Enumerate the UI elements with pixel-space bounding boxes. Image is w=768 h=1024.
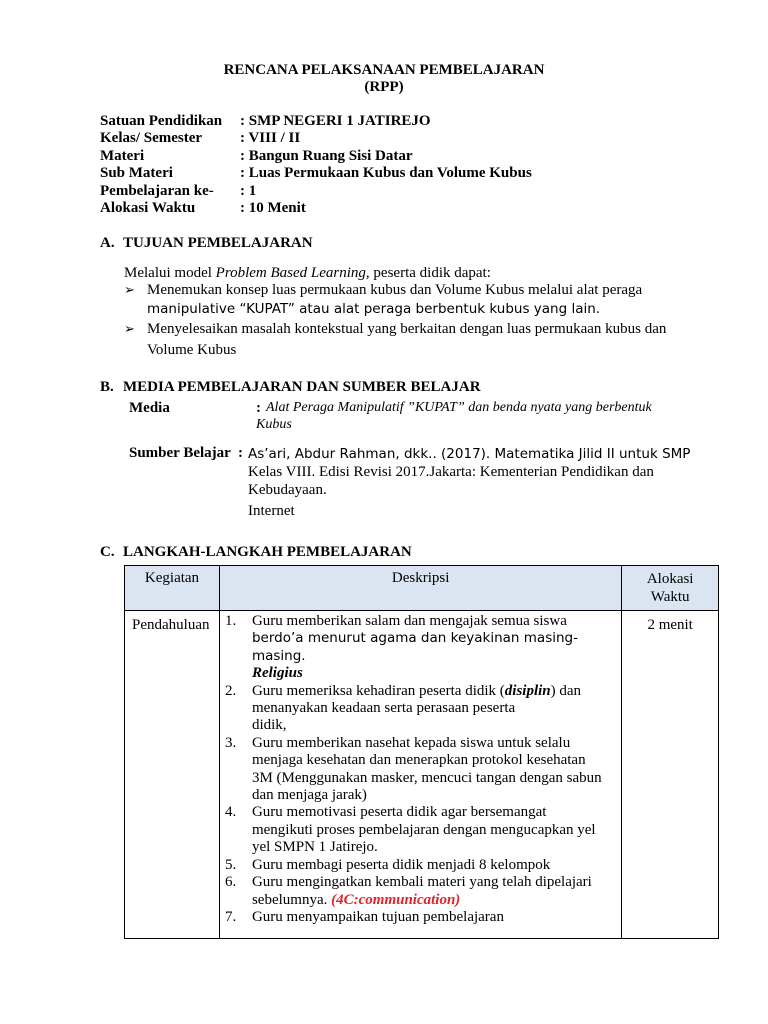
document-subtitle: (RPP)	[364, 79, 404, 95]
list-item: 7. Guru menyampaikan tujuan pembelajaran	[224, 908, 504, 925]
source-value-cont: Kelas VIII. Edisi Revisi 2017.Jakarta: Kementerian Pendidikan dan	[248, 464, 654, 480]
source-label: Sumber Belajar	[129, 445, 231, 461]
list-item: 5. Guru membagi peserta didik menjadi 8 kelompok	[224, 856, 551, 873]
character-tag: Religius	[251, 665, 303, 682]
character-tag: disiplin	[504, 682, 551, 699]
document-title: RENCANA PELAKSANAAN PEMBELAJARAN	[223, 62, 545, 78]
list-item: 1. Guru memberikan salam dan mengajak semua siswa berdo’a menurut agama dan keyakinan masing-masing. Religius	[224, 613, 578, 682]
source-internet: Internet	[248, 503, 295, 519]
4c-tag: (4C:communication)	[331, 891, 461, 908]
list-item: 4. Guru memotivasi peserta didik agar bersemangat mengikuti proses pembelajaran dengan mengucapkan yel yel SMPN 1 Jatirejo.	[224, 804, 596, 856]
media-label: Media	[129, 400, 170, 416]
objective-bullet: ➢ Menyelesaikan masalah kontekstual yang berkaitan dengan luas permukaan kubus dan	[124, 321, 667, 337]
cell-kegiatan: Pendahuluan	[125, 611, 220, 939]
source-value-cont: Kebudayaan.	[248, 482, 327, 498]
header-alokasi: Alokasi Waktu	[622, 566, 719, 611]
identity-row: Pembelajaran ke- : 1	[100, 182, 257, 199]
section-a-intro: Melalui model Problem Based Learning, peserta didik dapat:	[124, 265, 491, 281]
cell-deskripsi	[219, 611, 621, 939]
source-value: As’ari, Abdur Rahman, dkk.. (2017). Matematika Jilid II untuk SMP	[248, 446, 691, 462]
activity-list	[225, 613, 616, 926]
objective-bullet-cont: Volume Kubus	[147, 342, 237, 358]
source-colon: :	[238, 445, 243, 461]
identity-row: Satuan Pendidikan : SMP NEGERI 1 JATIREJO	[100, 113, 431, 129]
header-kegiatan: Kegiatan	[125, 566, 220, 611]
media-value: Alat Peraga Manipulatif ”KUPAT” dan benda nyata yang berbentuk	[266, 400, 652, 415]
arrow-bullet-icon: ➢	[124, 321, 135, 336]
learning-steps-table	[124, 565, 719, 939]
section-a-heading: A. TUJUAN PEMBELAJARAN	[100, 235, 313, 251]
identity-block	[100, 113, 532, 217]
cell-waktu: 2 menit	[622, 611, 719, 939]
section-c-heading: C. LANGKAH-LANGKAH PEMBELAJARAN	[100, 544, 412, 560]
section-b-heading: B. MEDIA PEMBELAJARAN DAN SUMBER BELAJAR	[100, 379, 481, 395]
list-item: 2. Guru memeriksa kehadiran peserta didik (disiplin) dan menanyakan keadaan serta perasaan peserta didik,	[224, 682, 582, 734]
identity-row: Sub Materi : Luas Permukaan Kubus dan Volume Kubus	[100, 165, 532, 182]
objective-bullet-cont: manipulative “KUPAT” atau alat peraga berbentuk kubus yang lain.	[147, 301, 601, 317]
arrow-bullet-icon: ➢	[124, 282, 135, 297]
media-colon: :	[256, 400, 261, 416]
list-item: 3. Guru memberikan nasehat kepada siswa untuk selalu menjaga kesehatan dan menerapkan protokol kesehatan 3M (Menggunakan masker, mencuci tangan dengan sabun dan menjaga jarak)	[224, 734, 602, 804]
header-deskripsi: Deskripsi	[219, 566, 621, 611]
identity-row: Kelas/ Semester : VIII / II	[100, 130, 301, 147]
list-item: 6. Guru mengingatkan kembali materi yang telah dipelajari sebelumnya. (4C:communication)	[224, 874, 592, 908]
media-value-cont: Kubus	[256, 417, 292, 432]
identity-row: Alokasi Waktu : 10 Menit	[100, 199, 306, 216]
table-header-row	[125, 566, 719, 611]
table-row	[125, 611, 719, 939]
objective-bullet: ➢ Menemukan konsep luas permukaan kubus dan Volume Kubus melalui alat peraga	[124, 282, 643, 298]
identity-row: Materi : Bangun Ruang Sisi Datar	[100, 147, 413, 164]
